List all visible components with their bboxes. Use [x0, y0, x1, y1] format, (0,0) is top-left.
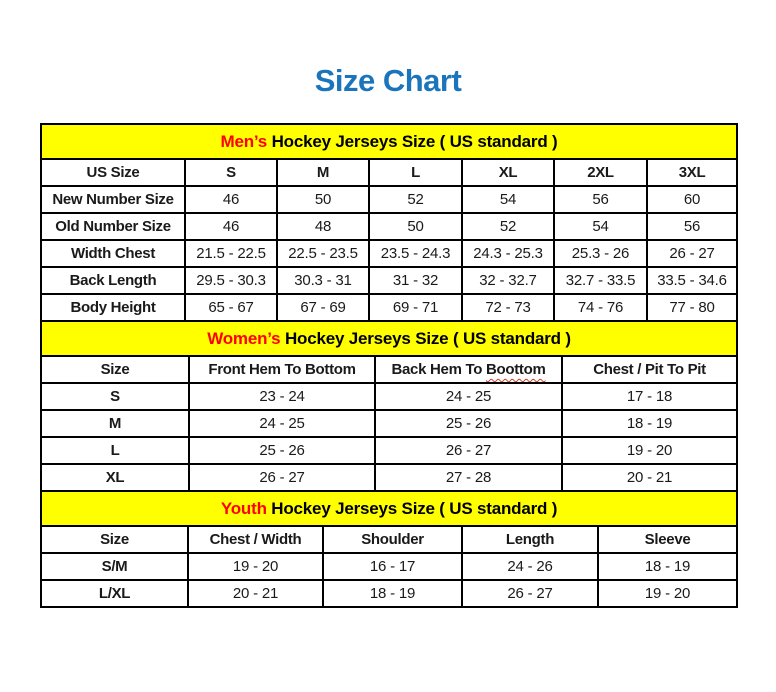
size-value-cell: 50: [277, 186, 369, 213]
size-value-cell: 52: [462, 213, 554, 240]
size-value-cell: 23.5 - 24.3: [369, 240, 462, 267]
size-value-cell: 26 - 27: [189, 464, 375, 491]
mens-size-table: [40, 123, 738, 322]
size-value-cell: 56: [647, 213, 737, 240]
column-header: Length: [462, 526, 598, 553]
column-header: Chest / Width: [188, 526, 323, 553]
table-row: [41, 240, 737, 267]
mens-section-title: [41, 124, 737, 159]
size-chart: [40, 123, 736, 608]
table-row: [41, 410, 737, 437]
table-row: [41, 267, 737, 294]
size-value-cell: 69 - 71: [369, 294, 462, 321]
womens-section-band: [41, 321, 737, 356]
size-value-cell: 74 - 76: [554, 294, 647, 321]
table-row: [41, 580, 737, 607]
size-value-cell: 46: [185, 213, 277, 240]
womens-band-rest-text: Hockey Jerseys Size ( US standard ): [280, 328, 571, 348]
row-label: L: [41, 437, 189, 464]
size-value-cell: 25.3 - 26: [554, 240, 647, 267]
column-header: Front Hem To Bottom: [189, 356, 375, 383]
size-value-cell: 24 - 25: [189, 410, 375, 437]
size-value-cell: 19 - 20: [188, 553, 323, 580]
size-value-cell: 54: [462, 186, 554, 213]
size-value-cell: 67 - 69: [277, 294, 369, 321]
column-header: Shoulder: [323, 526, 462, 553]
table-row: [41, 186, 737, 213]
size-value-cell: 48: [277, 213, 369, 240]
row-label: M: [41, 410, 189, 437]
size-value-cell: 25 - 26: [375, 410, 562, 437]
size-value-cell: 19 - 20: [598, 580, 737, 607]
row-label: New Number Size: [41, 186, 185, 213]
size-value-cell: 17 - 18: [562, 383, 737, 410]
page-title: Size Chart: [314, 63, 462, 98]
size-value-cell: 46: [185, 186, 277, 213]
column-header: US Size: [41, 159, 185, 186]
column-header: Sleeve: [598, 526, 737, 553]
size-value-cell: 32 - 32.7: [462, 267, 554, 294]
size-value-cell: 54: [554, 213, 647, 240]
column-header: M: [277, 159, 369, 186]
youth-size-table: [40, 490, 738, 608]
mens-header-row: [41, 159, 737, 186]
size-value-cell: 23 - 24: [189, 383, 375, 410]
mens-highlight-text: Men’s: [220, 131, 268, 151]
row-label: Width Chest: [41, 240, 185, 267]
size-value-cell: 24 - 26: [462, 553, 598, 580]
back-hem-misspelled-word: Boottom: [485, 361, 546, 378]
size-value-cell: 72 - 73: [462, 294, 554, 321]
youth-highlight-text: Youth: [220, 498, 267, 518]
mens-section-band: [41, 124, 737, 159]
row-label: XL: [41, 464, 189, 491]
size-value-cell: 20 - 21: [188, 580, 323, 607]
size-value-cell: 60: [647, 186, 737, 213]
youth-section-title: [41, 491, 737, 526]
row-label: Old Number Size: [41, 213, 185, 240]
youth-section-band: [41, 491, 737, 526]
column-header: [375, 356, 562, 383]
column-header: Size: [41, 356, 189, 383]
size-value-cell: 65 - 67: [185, 294, 277, 321]
size-value-cell: 19 - 20: [562, 437, 737, 464]
row-label: L/XL: [41, 580, 188, 607]
size-value-cell: 26 - 27: [375, 437, 562, 464]
back-hem-label-prefix: Back Hem To: [391, 361, 486, 378]
column-header: Chest / Pit To Pit: [562, 356, 737, 383]
size-value-cell: 24 - 25: [375, 383, 562, 410]
row-label: S/M: [41, 553, 188, 580]
column-header: XL: [462, 159, 554, 186]
size-value-cell: 18 - 19: [598, 553, 737, 580]
size-value-cell: 18 - 19: [562, 410, 737, 437]
size-value-cell: 22.5 - 23.5: [277, 240, 369, 267]
table-row: [41, 213, 737, 240]
table-row: [41, 464, 737, 491]
size-value-cell: 33.5 - 34.6: [647, 267, 737, 294]
womens-size-table: [40, 320, 738, 492]
table-row: [41, 383, 737, 410]
size-value-cell: 50: [369, 213, 462, 240]
column-header: L: [369, 159, 462, 186]
table-row: [41, 437, 737, 464]
size-value-cell: 21.5 - 22.5: [185, 240, 277, 267]
column-header: 3XL: [647, 159, 737, 186]
row-label: Body Height: [41, 294, 185, 321]
mens-band-rest-text: Hockey Jerseys Size ( US standard ): [267, 131, 558, 151]
size-value-cell: 25 - 26: [189, 437, 375, 464]
size-value-cell: 52: [369, 186, 462, 213]
size-value-cell: 27 - 28: [375, 464, 562, 491]
size-value-cell: 24.3 - 25.3: [462, 240, 554, 267]
size-value-cell: 31 - 32: [369, 267, 462, 294]
size-value-cell: 26 - 27: [462, 580, 598, 607]
size-value-cell: 16 - 17: [323, 553, 462, 580]
womens-header-row: [41, 356, 737, 383]
size-value-cell: 29.5 - 30.3: [185, 267, 277, 294]
womens-highlight-text: Women’s: [207, 328, 281, 348]
column-header: Size: [41, 526, 188, 553]
size-value-cell: 77 - 80: [647, 294, 737, 321]
size-value-cell: 56: [554, 186, 647, 213]
womens-section-title: [41, 321, 737, 356]
size-value-cell: 26 - 27: [647, 240, 737, 267]
size-value-cell: 30.3 - 31: [277, 267, 369, 294]
youth-band-rest-text: Hockey Jerseys Size ( US standard ): [266, 498, 558, 518]
row-label: Back Length: [41, 267, 185, 294]
size-value-cell: 32.7 - 33.5: [554, 267, 647, 294]
column-header: S: [185, 159, 277, 186]
youth-header-row: [41, 526, 737, 553]
table-row: [41, 294, 737, 321]
size-value-cell: 20 - 21: [562, 464, 737, 491]
column-header: 2XL: [554, 159, 647, 186]
table-row: [41, 553, 737, 580]
row-label: S: [41, 383, 189, 410]
size-value-cell: 18 - 19: [323, 580, 462, 607]
